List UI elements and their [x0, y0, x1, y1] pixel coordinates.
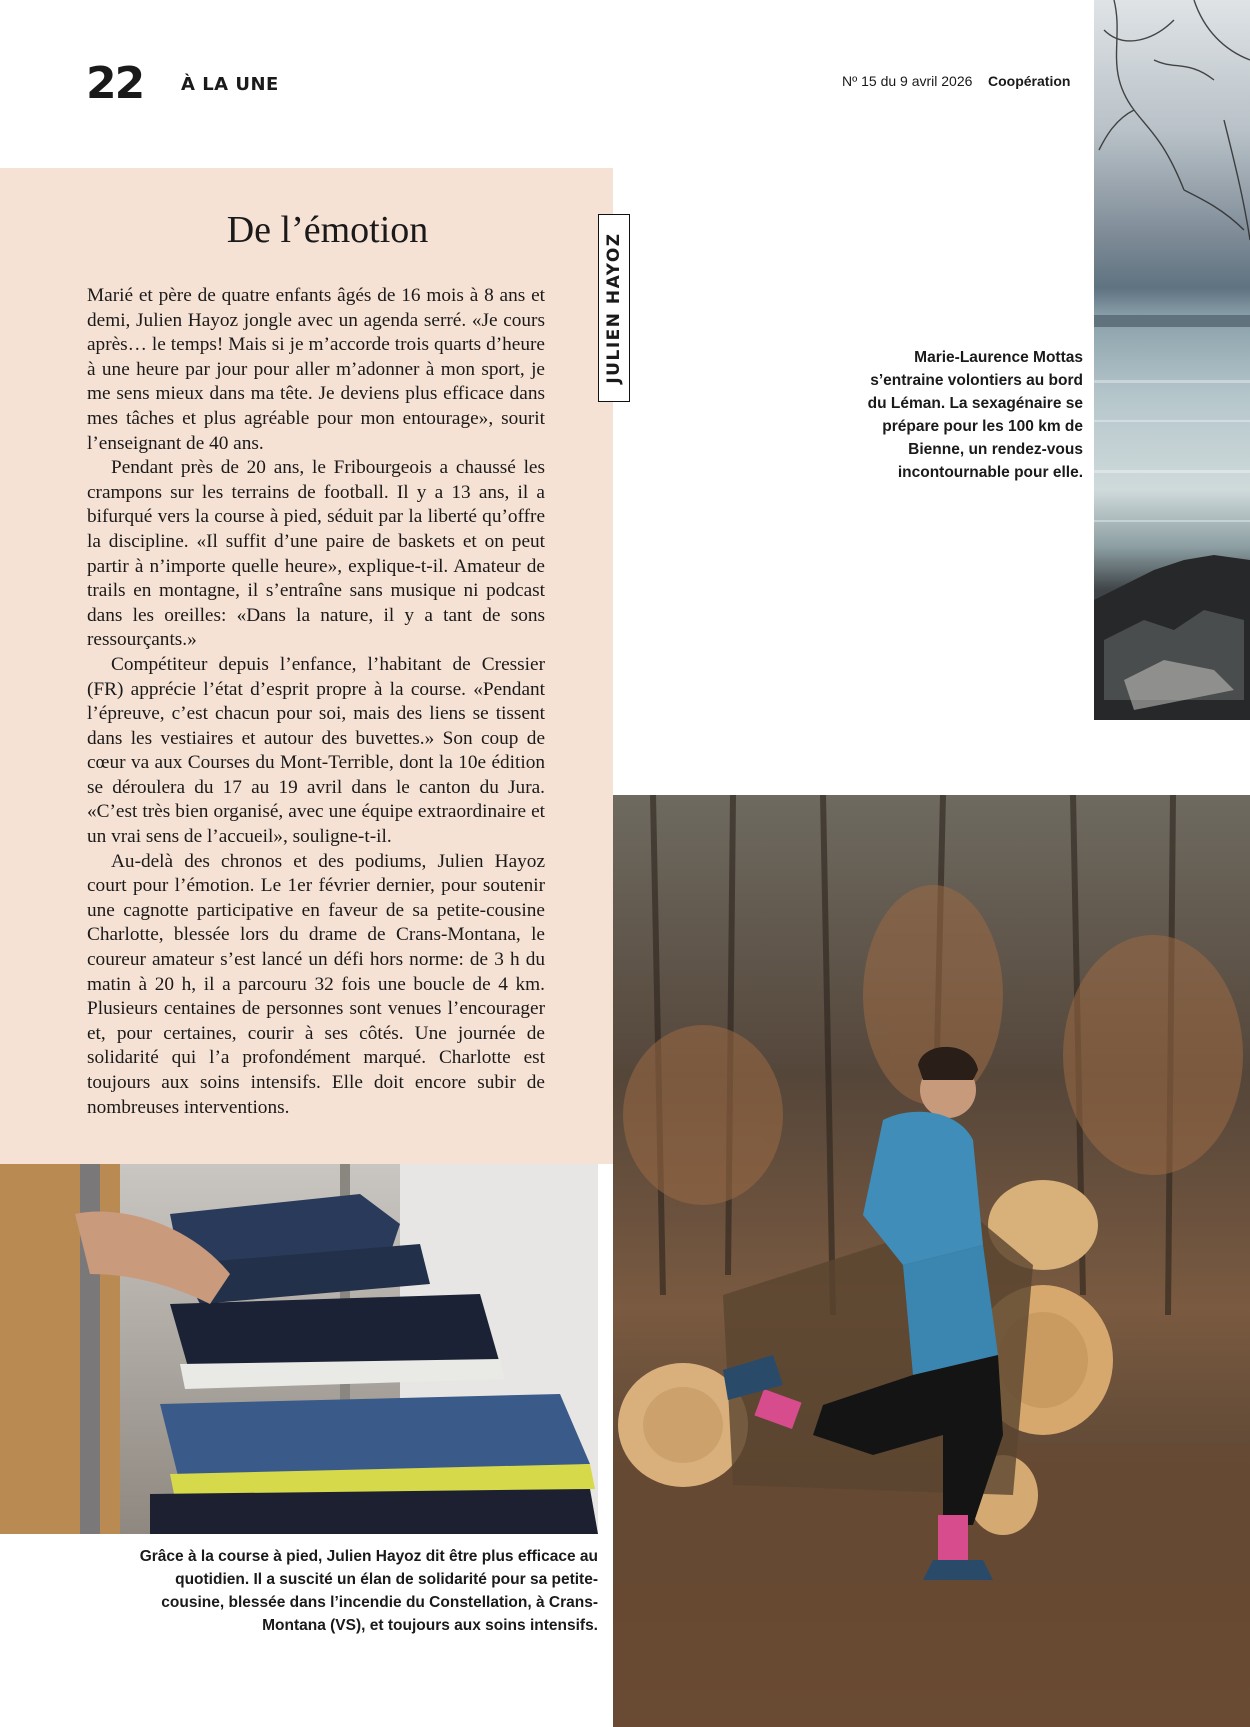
page-number: 22 — [86, 58, 144, 109]
person-name-tag-text: JULIEN HAYOZ — [604, 232, 624, 384]
lake-photo — [1094, 0, 1250, 720]
article-paragraph: Au-delà des chronos et des podiums, Julien Hayoz court pour l’émotion. Le 1er février dernier, pour soutenir une cagnotte participative en faveur de sa petite-cousine Charlotte, blessée lors du drame de Crans-Montana, le coureur amateur s’est lancé un défi hors norme: de 3 h du matin à 20 h, il a parcouru 32 fois une boucle de 4 km. Plusieurs centaines de personnes sont venues l’encourager et, pour certaines, courir à ses côtés. Une journée de solidarité qui l’a profondément marqué. Charlotte est toujours aux soins intensifs. Elle doit encore subir de nombreuses interventions. — [87, 850, 545, 1118]
issue-date: Nº 15 du 9 avril 2026 — [842, 73, 973, 89]
article-paragraph: Marié et père de quatre enfants âgés de 16 mois à 8 ans et demi, Julien Hayoz jongle avec un agenda serré. «Je cours après… le temps! Mais si je m’accorde trois quarts d’heure à une heure par jour pour aller m’adonner à mon sport, je me sens mieux dans ma tête. Je deviens plus efficace dans mes tâches et plus agréable pour mon entourage», sourit l’enseignant de 40 ans. — [87, 285, 545, 454]
article-body — [87, 284, 545, 1120]
runner-photo — [613, 795, 1250, 1727]
publication-name: Coopération — [988, 73, 1071, 89]
article-paragraph: Compétiteur depuis l’enfance, l’habitant de Cressier (FR) apprécie l’état d’esprit propre à la course. «Pendant l’épreuve, c’est chacun pour soi, mais des liens se tissent dans les vestiaires et autour des buvettes.» Son coup de cœur va aux Courses du Mont-Terrible, dont la 10e édition se déroulera du 17 au 19 avril dans le canton du Jura. «C’est très bien organisé, avec une équipe extraordinaire et un vrai sens de l’accueil», souligne-t-il. — [87, 653, 545, 848]
article-paragraph: Pendant près de 20 ans, le Fribourgeois a chaussé les crampons sur les terrains de football. Il y a 13 ans, il a bifurqué vers la course à pied, séduit par la liberté qu’offre la discipline. «Il suffit d’une paire de baskets et on peut partir à n’importe quelle heure», explique-t-il. Amateur de trails en montagne, il s’entraîne sans musique ni podcast dans les oreilles: «Dans la nature, il y a tant de sons ressourçants.» — [87, 457, 545, 651]
lake-photo-caption: Marie-Laurence Mottas s’entraine volontiers au bord du Léman. La sexagénaire se prépare pour les 100 km de Bienne, un rendez-vous incontournable pour elle. — [867, 349, 1083, 481]
shoes-photo — [0, 1164, 598, 1534]
article-title: De l’émotion — [226, 209, 429, 251]
section-label: À LA UNE — [181, 74, 279, 95]
person-name-tag — [598, 214, 630, 402]
shoes-photo-caption: Grâce à la course à pied, Julien Hayoz dit être plus efficace au quotidien. Il a suscité un élan de solidarité pour sa petite-cousine, blessée dans l’incendie du Constellation, à Crans-Montana (VS), et toujours aux soins intensifs. — [139, 1548, 598, 1634]
